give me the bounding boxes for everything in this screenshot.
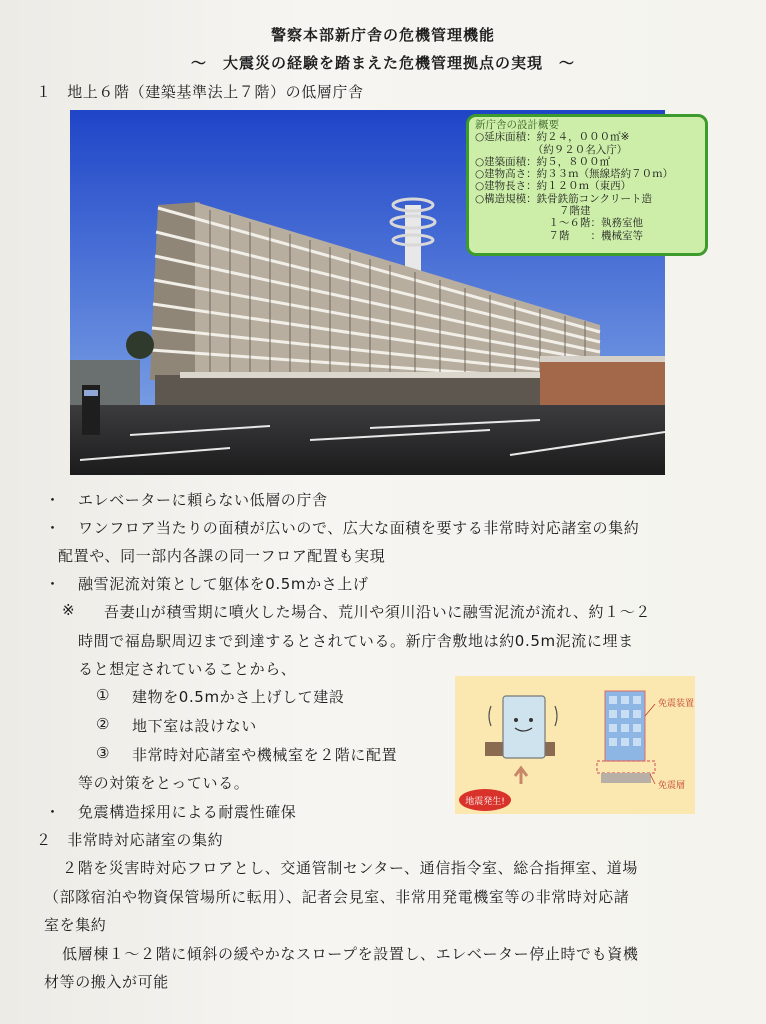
overview-row: １～６階：執務室他 [475, 217, 643, 230]
bullet-mark: ・ [45, 803, 61, 821]
note-item-number: ③ [96, 744, 111, 762]
bullet-text: エレベーターに頼らない低層の庁舎 [78, 491, 328, 509]
note-item-number: ② [96, 715, 111, 733]
overview-row: ７階建 [475, 205, 591, 218]
note-closing: 等の対策をとっている。 [78, 774, 250, 792]
design-overview-box [466, 114, 708, 256]
label-isolation-device: 免震装置 [658, 699, 695, 709]
overview-heading: 新庁舎の設計概要 [475, 119, 559, 131]
section1-heading: １ 地上６階（建築基準法上７階）の低層庁舎 [36, 83, 364, 101]
note-item-text: 非常時対応諸室や機械室を２階に配置 [132, 746, 398, 764]
earthquake-badge: 地震発生! [465, 797, 505, 807]
page-subtitle: ～ 大震災の経験を踏まえた危機管理拠点の実現 ～ [190, 54, 575, 72]
note-mark: ※ [62, 601, 76, 619]
overview-row: ○建物長さ：約１２０ｍ（東西） [475, 180, 632, 193]
section2-paragraph-line: （部隊宿泊や物資保管場所に転用）、記者会見室、非常用発電機室等の非常時対応諸 [44, 888, 630, 906]
overview-row: ○構造規模：鉄骨鉄筋コンクリート造 [475, 192, 652, 205]
note-line: 吾妻山が積雪期に噴火した場合、荒川や須川沿いに融雪泥流が流れ、約１～２ [104, 603, 651, 621]
seismic-isolation-diagram [455, 676, 695, 814]
label-isolation-layer: 免震層 [658, 781, 686, 791]
page-title: 警察本部新庁舎の危機管理機能 [270, 26, 495, 44]
bullet-text: 配置や、同一部内各課の同一フロア配置も実現 [58, 547, 386, 565]
overview-row: ○建物高さ：約３３ｍ（無線塔約７０ｍ） [475, 168, 674, 181]
section2-paragraph-line: ２階を災害時対応フロアとし、交通管制センター、通信指令室、総合指揮室、道場 [62, 859, 639, 877]
overview-row: （約９２０名入庁） [475, 143, 628, 156]
bullet-mark: ・ [45, 491, 61, 509]
note-line: ると想定されていることから、 [78, 660, 297, 678]
overview-row: ○建築面積：約５，８００㎡ [475, 155, 611, 168]
overview-row: ７階 ：機械室等 [475, 229, 643, 242]
bullet-text: ワンフロア当たりの面積が広いので、広大な面積を要する非常時対応諸室の集約 [78, 519, 640, 537]
bullet-text: 免震構造採用による耐震性確保 [78, 803, 297, 821]
section2-heading: ２ 非常時対応諸室の集約 [36, 831, 224, 849]
bullet-text: 融雪泥流対策として躯体を0.5mかさ上げ [78, 575, 369, 593]
note-line: 時間で福島駅周辺まで到達するとされている。新庁舎敷地は約0.5m泥流に埋ま [78, 632, 634, 650]
overview-row: ○延床面積：約２４，０００㎡※ [475, 131, 630, 144]
note-item-text: 建物を0.5mかさ上げして建設 [132, 688, 345, 706]
note-item-number: ① [96, 686, 111, 704]
section2-paragraph-line: 低層棟１～２階に傾斜の緩やかなスロープを設置し、エレベーター停止時でも資機 [62, 945, 639, 963]
section2-paragraph-line: 材等の搬入が可能 [44, 973, 169, 991]
bullet-mark: ・ [45, 519, 61, 537]
section2-paragraph-line: 室を集約 [44, 916, 107, 934]
note-item-text: 地下室は設けない [132, 717, 257, 735]
bullet-mark: ・ [45, 575, 61, 593]
